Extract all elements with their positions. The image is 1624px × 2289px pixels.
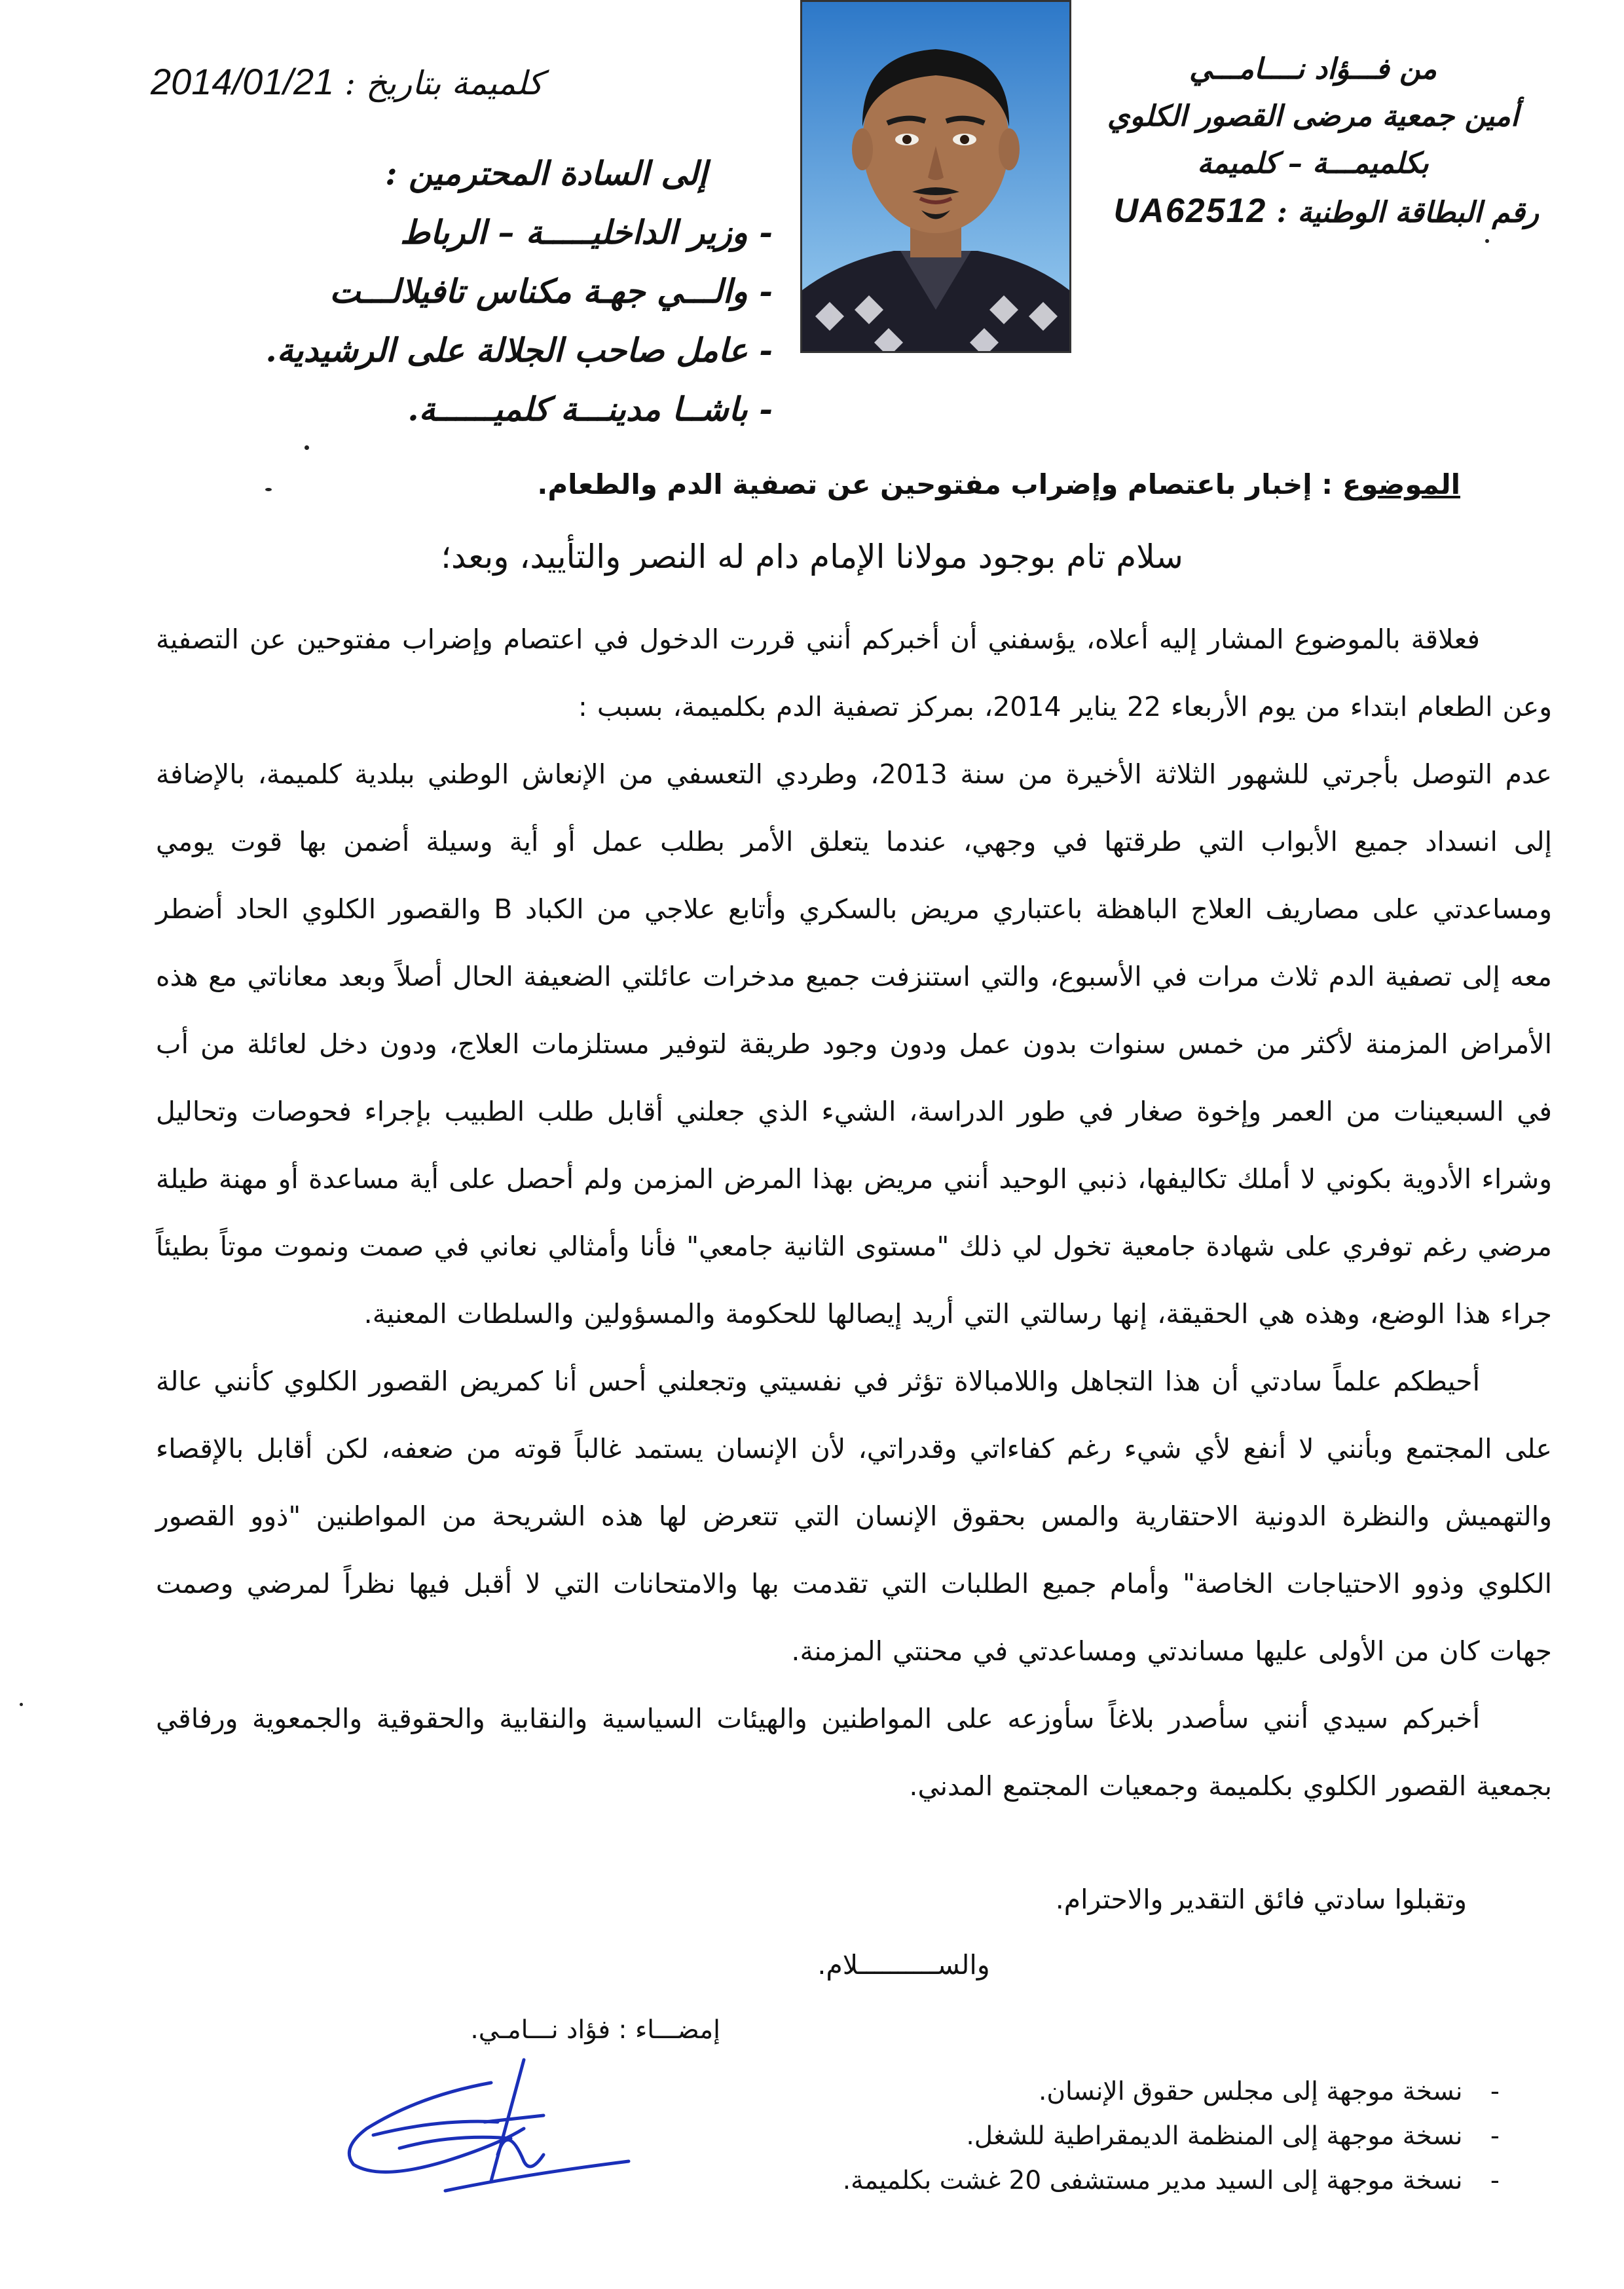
sender-id-line bbox=[1087, 187, 1539, 236]
sender-id-value: UA62512 bbox=[1113, 192, 1267, 230]
date-prefix: كلميمة بتاريخ : bbox=[344, 64, 544, 102]
sender-block bbox=[1087, 46, 1539, 236]
copy-item: - نسخة موجهة إلى المنظمة الديمقراطية للشغل. bbox=[753, 2114, 1500, 2159]
body-paragraph: أحيطكم علماً سادتي أن هذا التجاهل واللامبالاة تؤثر في نفسيتي وتجعلني أحس أنا كمريض القصور الكلوي كأنني عالة على المجتمع وبأنني لا أنفع لأي شيء رغم كفاءاتي وقدراتي، لأن الإنسان يستمد غالباً قوته من ضعفه، لكن أقابل بالإقصاء والتهميش والنظرة الدونية الاحتقارية والمس بحقوق الإنسان التي تتعرض لها هذه الشريحة من المواطنين "ذوو القصور الكلوي وذوو الاحتياجات الخاصة" وأمام جميع الطلبات التي تقدمت بها والامتحانات التي لا أقبل فيها نظراً لمرضي وصمت جهات كان من الأولى عليها مساندتي ومساعدتي في محنتي المزمنة. bbox=[156, 1366, 1552, 1667]
copies-list bbox=[753, 2070, 1500, 2203]
greeting: سلام تام بوجود مولانا الإمام دام له النصر والتأييد، وبعد؛ bbox=[441, 538, 1183, 576]
body-paragraph: فعلاقة بالموضوع المشار إليه أعلاه، يؤسفني أن أخبركم أنني قررت الدخول في اعتصام وإضراب مفتوحين عن التصفية وعن الطعام ابتداء من يوم الأربعاء 22 يناير 2014، بمركز تصفية الدم بكلميمة، بسبب : bbox=[156, 623, 1552, 722]
sender-city: بكلميمـــة – كلميمة bbox=[1197, 147, 1429, 180]
closing-line: وتقبلوا سادتي فائق التقدير والاحترام. bbox=[1055, 1884, 1467, 1915]
letter-body bbox=[156, 606, 1552, 1820]
scan-speck bbox=[20, 1703, 23, 1706]
date-value: 2014/01/21 bbox=[151, 61, 335, 102]
portrait-photo bbox=[800, 0, 1071, 353]
recipients-block bbox=[249, 144, 773, 439]
subject-line bbox=[458, 458, 1460, 511]
recipient-item: - باشــا مدينـــة كلميــــــة. bbox=[249, 380, 773, 439]
subject-text: : إخبار باعتصام وإضراب مفتوحين عن تصفية الدم والطعام. bbox=[537, 468, 1333, 500]
copy-item: - نسخة موجهة إلى مجلس حقوق الإنسان. bbox=[753, 2070, 1500, 2114]
recipient-item: - عامل صاحب الجلالة على الرشيدية. bbox=[249, 321, 773, 380]
body-paragraph: أخبركم سيدي أنني سأصدر بلاغاً سأوزعه على المواطنين والهيئات السياسية والنقابية والحقوقية والجمعوية ورفاقي بجمعية القصور الكلوي بكلميمة وجمعيات المجتمع المدني. bbox=[156, 1703, 1552, 1802]
letter-date bbox=[151, 52, 622, 111]
signature-label: إمضـــاء : فؤاد نـــامـي. bbox=[470, 2015, 720, 2045]
portrait-illustration bbox=[802, 2, 1069, 351]
recipients-title: إلى السادة المحترمين : bbox=[385, 154, 707, 193]
signature-drawing bbox=[327, 2056, 642, 2194]
scan-speck bbox=[1485, 239, 1489, 243]
subject-label: الموضوع bbox=[1342, 468, 1460, 500]
body-paragraph: عدم التوصل بأجرتي للشهور الثلاثة الأخيرة من سنة 2013، وطردي التعسفي من الإنعاش الوطني ببلدية كلميمة، بالإضافة إلى انسداد جميع الأبواب التي طرقتها في وجهي، عندما يتعلق الأمر بطلب عمل أو أية وسيلة أضمن بها قوت يومي ومساعدتي على مصاريف العلاج الباهظة باعتباري مريض بالسكري وأتابع علاجي من الكباد B والقصور الكلوي الحاد أضطر معه إلى تصفية الدم ثلاث مرات في الأسبوع، والتي استنزفت جميع مدخرات عائلتي الضعيفة الحال أصلاً وبعد معاناتي مع هذه الأمراض المزمنة لأكثر من خمس سنوات بدون عمل ودون وجود طريقة لتوفير مستلزمات العلاج، ودون دخل لعائلة من أب في السبعينات من العمر وإخوة صغار في طور الدراسة، الشيء الذي جعلني أقابل طلب الطبيب بإجراء فحوصات وتحاليل وشراء الأدوية بكوني لا أملك تكاليفها، ذنبي الوحيد أنني مريض بهذا المرض المزمن ولم أحصل على أية مساعدة أو مهنة طيلة مرضي رغم توفري على شهادة جامعية تخول لي ذلك "مستوى الثانية جامعي" فأنا وأمثالي نعاني في صمت ونموت موتاً بطيئاً جراء هذا الوضع، وهذه هي الحقيقة، إنها رسالتي التي أريد إيصالها للحكومة والمسؤولين والسلطات المعنية. bbox=[156, 758, 1552, 1330]
recipient-item: - والـــي جهـة مكناس تافيلالـــت bbox=[249, 262, 773, 321]
sender-name: من فـــؤاد نــــامـــي bbox=[1189, 52, 1437, 86]
scan-speck bbox=[304, 445, 309, 450]
handwritten-signature bbox=[327, 2056, 642, 2194]
recipient-item: - وزير الداخليـــــة – الرباط bbox=[249, 203, 773, 262]
salam-line: والســــــــــلام. bbox=[817, 1949, 990, 1981]
sender-id-label: رقم البطاقة الوطنية : bbox=[1276, 196, 1539, 229]
scan-speck bbox=[265, 488, 272, 491]
sender-role: أمين جمعية مرضى القصور الكلوي bbox=[1107, 100, 1519, 133]
copy-item: - نسخة موجهة إلى السيد مدير مستشفى 20 غشت بكلميمة. bbox=[753, 2159, 1500, 2203]
